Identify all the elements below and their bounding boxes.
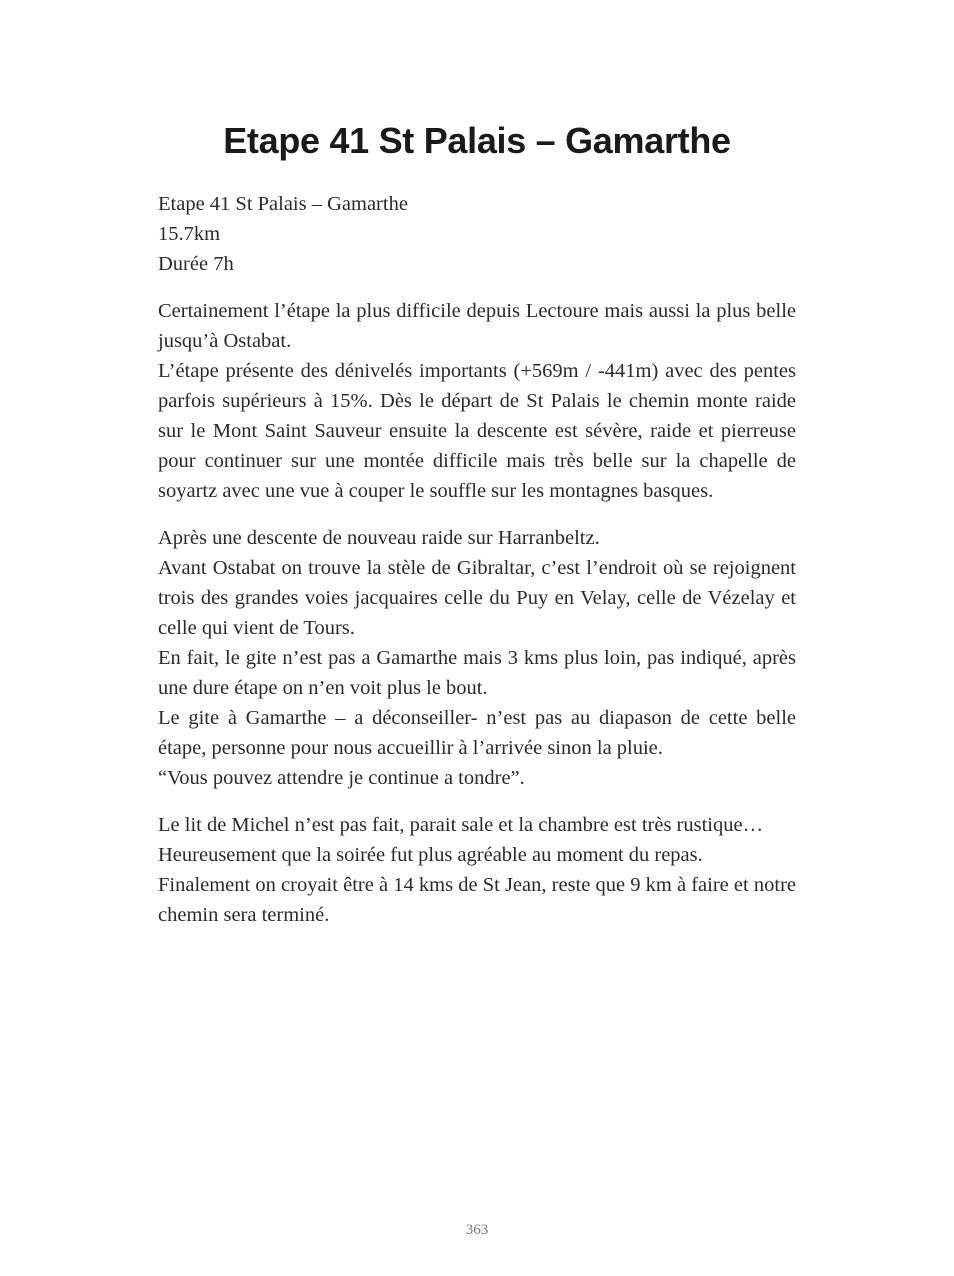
- quote: “Vous pouvez attendre je continue a tondre”.: [158, 767, 525, 789]
- paragraph: Heureusement que la soirée fut plus agréable au moment du repas.: [158, 844, 703, 866]
- stage-distance: 15.7km: [158, 223, 221, 245]
- paragraph-group: [158, 296, 796, 506]
- page-title: Etape 41 St Palais – Gamarthe: [223, 120, 731, 161]
- paragraph: Après une descente de nouveau raide sur Harranbeltz.: [158, 527, 600, 549]
- page-number: 363: [465, 1222, 489, 1238]
- paragraph: Le lit de Michel n’est pas fait, parait sale et la chambre est très rustique…: [158, 814, 764, 836]
- paragraph: L’étape présente des dénivelés importants (+569m / -441m) avec des pentes parfois supérieurs à 15%. Dès le départ de St Palais le chemin monte raide sur le Mont Saint Sauveur ensuite la descente est sévère, raide et pierreuse pour continuer sur une montée difficile mais très belle sur la chapelle de soyartz avec une vue à couper le souffle sur les montagnes basques.: [158, 360, 796, 502]
- paragraph: En fait, le gite n’est pas a Gamarthe mais 3 kms plus loin, pas indiqué, après une dure étape on n’en voit plus le bout.: [158, 647, 796, 699]
- paragraph: Le gite à Gamarthe – a déconseiller- n’est pas au diapason de cette belle étape, personne pour nous accueillir à l’arrivée sinon la pluie.: [158, 707, 796, 759]
- stage-duration: Durée 7h: [158, 253, 234, 275]
- paragraph-group: [158, 810, 796, 930]
- paragraph: Finalement on croyait être à 14 kms de St Jean, reste que 9 km à faire et notre chemin sera terminé.: [158, 874, 796, 926]
- paragraph-group: [158, 523, 796, 793]
- paragraph: Avant Ostabat on trouve la stèle de Gibraltar, c’est l’endroit où se rejoignent trois des grandes voies jacquaires celle du Puy en Velay, celle de Vézelay et celle qui vient de Tours.: [158, 557, 796, 639]
- document-body: [158, 189, 796, 947]
- stage-name: Etape 41 St Palais – Gamarthe: [158, 193, 408, 215]
- stage-summary: [158, 189, 796, 279]
- paragraph: Certainement l’étape la plus difficile depuis Lectoure mais aussi la plus belle jusqu’à Ostabat.: [158, 300, 796, 352]
